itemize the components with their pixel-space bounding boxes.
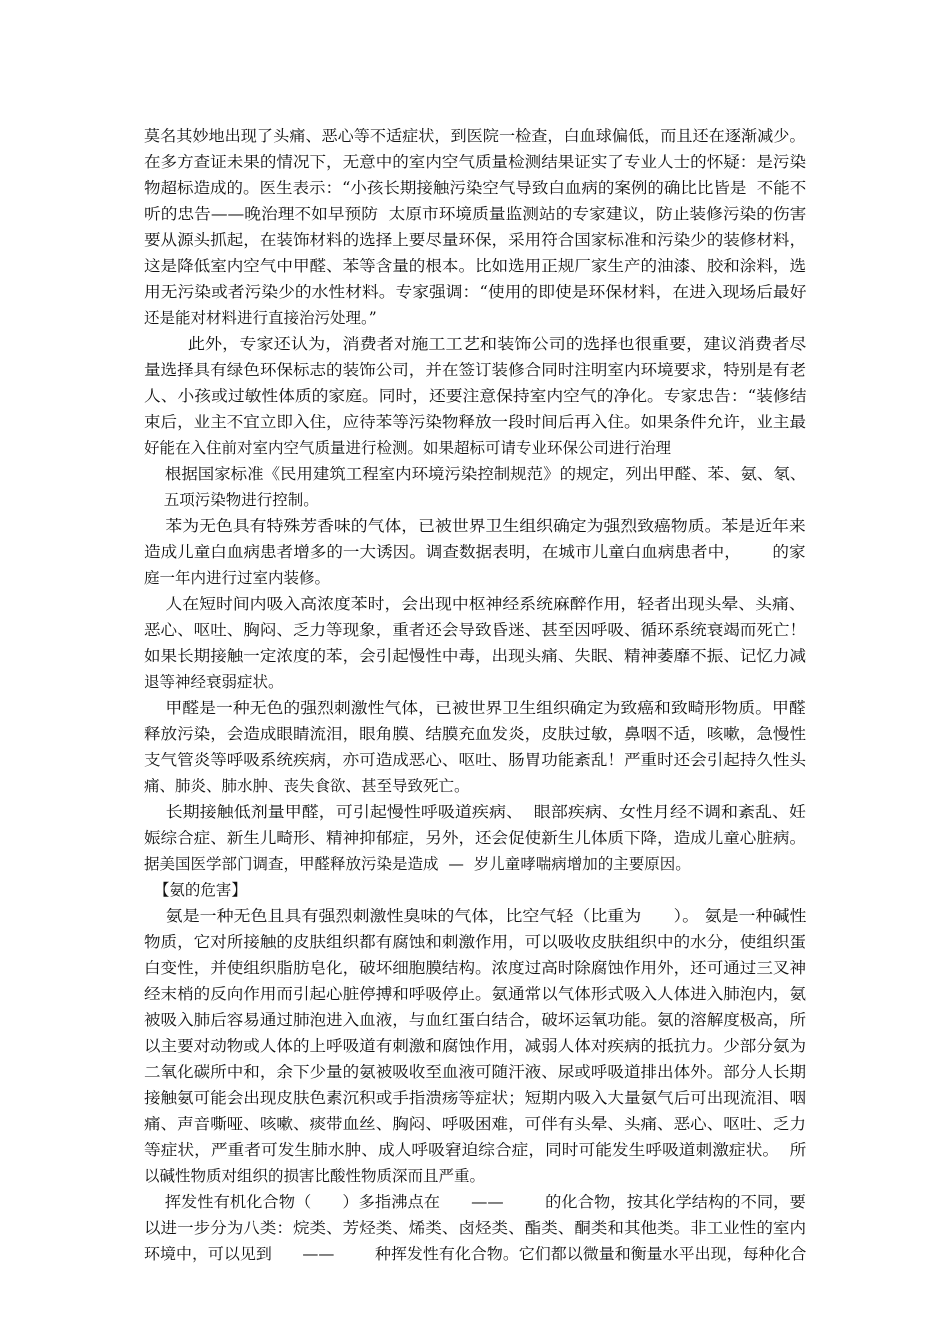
text-line: 等症状，严重者可发生肺水肿、成人呼吸窘迫综合症，同时可能发生呼吸道刺激症状。 所 [144, 1141, 807, 1159]
text-line: 造成儿童白血病患者增多的一大诱因。调查数据表明，在城市儿童白血病患者中， 的家 [144, 543, 806, 561]
text-line: 用无污染或者污染少的水性材料。专家强调：“使用的即使是环保材料，在进入现场后最好 [144, 283, 807, 301]
text-line: 被吸入肺后容易通过肺泡进入血液，与血红蛋白结合，破坏运氧功能。氨的溶解度极高，所 [144, 1011, 807, 1029]
text-line: 听的忠告——晚治理不如早预防 太原市环境质量监测站的专家建议，防止装修污染的伤害 [144, 205, 807, 223]
text-line: 人在短时间内吸入高浓度苯时，会出现中枢神经系统麻醉作用，轻者出现头晕、头痛、 [144, 595, 806, 613]
text-line: 接触氨可能会出现皮肤色素沉积或手指溃疡等症状；短期内吸入大量氨气后可出现流泪、咽 [144, 1089, 807, 1107]
text-line: 在多方查证未果的情况下，无意中的室内空气质量检测结果证实了专业人士的怀疑：是污染 [144, 153, 807, 171]
text-line: 苯为无色具有特殊芳香味的气体，已被世界卫生组织确定为强烈致癌物质。苯是近年来 [144, 517, 806, 535]
text-line: 此外，专家还认为，消费者对施工工艺和装饰公司的选择也很重要，建议消费者尽 [144, 335, 807, 353]
text-line: 经末梢的反向作用而引起心脏停搏和呼吸停止。氨通常以气体形式吸入人体进入肺泡内，氨 [144, 985, 807, 1003]
text-line: 氨是一种无色且具有强烈刺激性臭味的气体，比空气轻（比重为 ）。 氨是一种碱性 [144, 907, 807, 925]
text-line: 环境中，可以见到 —— 种挥发性有化合物。它们都以微量和衡量水平出现，每种化合 [144, 1245, 807, 1263]
text-line: 人、小孩或过敏性体质的家庭。同时，还要注意保持室内空气的净化。专家忠告：“装修结 [144, 387, 807, 405]
text-line: 支气管炎等呼吸系统疾病，亦可造成恶心、呕吐、肠胃功能紊乱！严重时还会引起持久性头 [144, 751, 807, 769]
text-line: 以进一步分为八类：烷类、芳烃类、烯类、卤烃类、酯类、酮类和其他类。非工业性的室内 [144, 1219, 807, 1237]
text-line: 还是能对材料进行直接治污处理。” [144, 309, 377, 327]
text-line: 长期接触低剂量甲醛，可引起慢性呼吸道疾病、 眼部疾病、女性月经不调和紊乱、妊 [144, 803, 807, 821]
text-line: 恶心、呕吐、胸闷、乏力等现象，重者还会导致昏迷、甚至因呼吸、循环系统衰竭而死亡！ [144, 621, 807, 639]
text-line: 好能在入住前对室内空气质量进行检测。如果超标可请专业环保公司进行治理 [144, 439, 672, 457]
text-line: 五项污染物进行控制。 [144, 491, 319, 509]
text-line: 以碱性物质对组织的损害比酸性物质深而且严重。 [144, 1167, 486, 1185]
text-line: 二氧化碳所中和，余下少量的氨被吸收至血液可随汗液、尿或呼吸道排出体外。部分人长期 [144, 1063, 807, 1081]
text-line: 庭一年内进行过室内装修。 [144, 569, 331, 587]
text-line: 如果长期接触一定浓度的苯，会引起慢性中毒，出现头痛、失眠、精神萎靡不振、记忆力减 [144, 647, 807, 665]
text-line: 莫名其妙地出现了头痛、恶心等不适症状，到医院一检查，白血球偏低，而且还在逐渐减少。 [144, 127, 806, 145]
section-heading: 【氨的危害】 [144, 881, 247, 899]
text-line: 挥发性有机化合物（ ）多指沸点在 —— 的化合物，按其化学结构的不同，要 [144, 1193, 806, 1211]
text-line: 痛、声音嘶哑、咳嗽、痰带血丝、胸闷、呼吸困难，可伴有头晕、头痛、恶心、呕吐、乏力 [144, 1115, 807, 1133]
text-line: 根据国家标准《民用建筑工程室内环境污染控制规范》的规定，列出甲醛、苯、氨、氡、 [144, 465, 807, 483]
text-line: 白变性，并使组织脂肪皂化，破坏细胞膜结构。浓度过高时除腐蚀作用外，还可通过三叉神 [144, 959, 807, 977]
text-line: 束后，业主不宜立即入住，应待苯等污染物释放一段时间后再入住。如果条件允许，业主最 [144, 413, 807, 431]
text-line: 退等神经衰弱症状。 [144, 673, 284, 691]
text-line: 量选择具有绿色环保标志的装饰公司，并在签订装修合同时注明室内环境要求，特别是有老 [144, 361, 807, 379]
text-line: 物超标造成的。医生表示：“小孩长期接触污染空气导致白血病的案例的确比比皆是 不能不 [144, 179, 807, 197]
text-line: 释放污染，会造成眼睛流泪，眼角膜、结膜充血发炎，皮肤过敏，鼻咽不适，咳嗽，急慢性 [144, 725, 807, 743]
text-line: 据美国医学部门调查，甲醛释放污染是造成 — 岁儿童哮喘病增加的主要原因。 [144, 855, 691, 873]
text-line: 以主要对动物或人体的上呼吸道有刺激和腐蚀作用，减弱人体对疾病的抵抗力。少部分氨为 [144, 1037, 807, 1055]
text-line: 娠综合症、新生儿畸形、精神抑郁症，另外，还会促使新生儿体质下降，造成儿童心脏病。 [144, 829, 807, 847]
text-line: 甲醛是一种无色的强烈刺激性气体，已被世界卫生组织确定为致癌和致畸形物质。甲醛 [144, 699, 806, 717]
text-line: 要从源头抓起，在装饰材料的选择上要尽量环保，采用符合国家标准和污染少的装修材料， [144, 231, 807, 249]
text-line: 这是降低室内空气中甲醛、苯等含量的根本。比如选用正规厂家生产的油漆、胶和涂料，选 [144, 257, 807, 275]
text-line: 物质，它对所接触的皮肤组织都有腐蚀和刺激作用，可以吸收皮肤组织中的水分，使组织蛋 [144, 933, 807, 951]
text-line: 痛、肺炎、肺水肿、丧失食欲、甚至导致死亡。 [144, 777, 470, 795]
